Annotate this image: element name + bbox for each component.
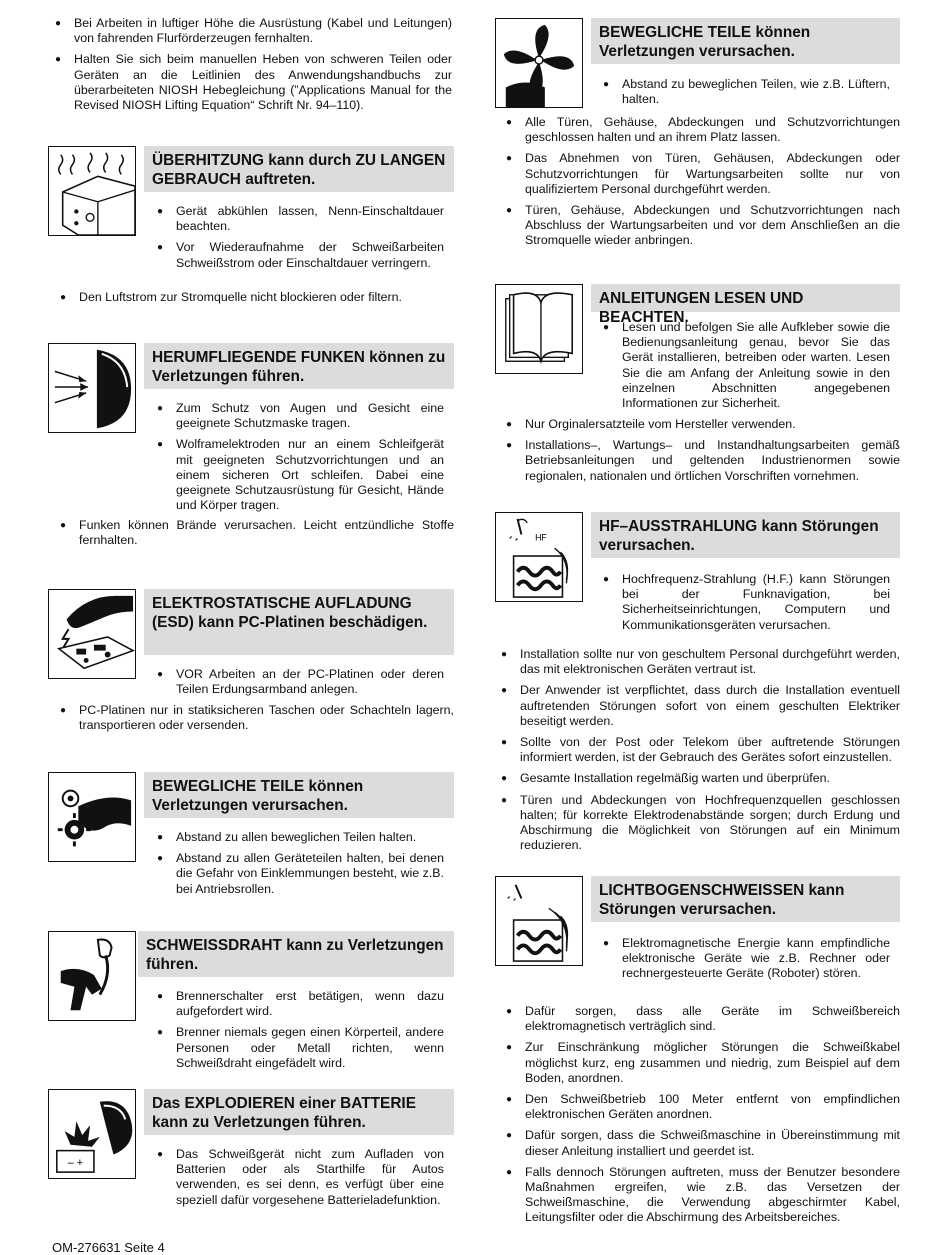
- section-outer-bullets: [79, 290, 454, 311]
- section-title: Das EXPLODIEREN einer BATTERIE kann zu Verletzungen führen.: [144, 1089, 454, 1135]
- list-item: ● Das Schweißgerät nicht zum Aufladen von Batterien oder als Starthilfe für Autos verwenden, es sei denn, es verfügt über eine speziell dafür vorgesehene Batterieladefunktion.: [176, 1147, 444, 1208]
- list-item: ● Abstand zu allen beweglichen Teilen halten.: [176, 830, 444, 845]
- list-item: ● VOR Arbeiten an der PC-Platinen oder deren Teilen Erdungsarmband anlegen.: [176, 667, 444, 697]
- section-title: BEWEGLICHE TEILE können Verletzungen verursachen.: [144, 772, 454, 818]
- list-item: ● Abstand zu allen Geräteteilen halten, bei denen die Gefahr von Einklemmungen besteht, wie z.B. bei Antriebsrollen.: [176, 851, 444, 897]
- list-item: ● Wolframelektroden nur an einem Schleifgerät mit geeigneten Schutzvorrichtungen und an einem sicheren Ort schleifen. Dabei eine geeignete Schutzausrüstung für Gesicht, Hände und Körper tragen.: [176, 437, 444, 513]
- list-item: ● Dafür sorgen, dass alle Geräte im Schweißbereich elektromagnetisch verträglich sind.: [525, 1004, 900, 1034]
- battery-explosion-icon: [48, 1089, 136, 1179]
- section-bullets: [176, 989, 444, 1077]
- list-item: ● Installation sollte nur von geschultem Personal durchgeführt werden, das mit elektronischen Geräten vertraut ist.: [520, 647, 900, 677]
- hf-radiation-icon: [495, 512, 583, 602]
- list-item: ● Türen, Gehäuse, Abdeckungen und Schutzvorrichtungen nach Abschluss der Wartungsarbeiten und vor dem Anschließen an die Stromquelle wieder anbringen.: [525, 203, 900, 249]
- list-item: ● Funken können Brände verursachen. Leicht entzündliche Stoffe fernhalten.: [79, 518, 454, 548]
- list-item: ● Bei Arbeiten in luftiger Höhe die Ausrüstung (Kabel und Leitungen) von fahrenden Flurförderzeugen fernhalten.: [74, 16, 452, 46]
- battery-terminals-label: – +: [67, 1157, 84, 1170]
- hf-icon-label: HF: [535, 532, 547, 543]
- list-item: ● Hochfrequenz-Strahlung (H.F.) kann Störungen bei der Funknavigation, bei Sicherheitseinrichtungen, Computern und Kommunikationsgeräten verursachen.: [622, 572, 890, 633]
- section-bullets: [622, 936, 890, 988]
- list-item: ● Gerät abkühlen lassen, Nenn-Einschaltdauer beachten.: [176, 204, 444, 234]
- list-item: ● Zum Schutz von Augen und Gesicht eine geeignete Schutzmaske tragen.: [176, 401, 444, 431]
- list-item: ● PC-Platinen nur in statiksicheren Taschen oder Schachteln lagern, transportieren oder versenden.: [79, 703, 454, 733]
- section-title: SCHWEISSDRAHT kann zu Verletzungen führen.: [138, 931, 454, 977]
- section-bullets: [176, 204, 444, 277]
- list-item: ● Elektromagnetische Energie kann empfindliche elektronische Geräte wie z.B. Rechner oder rechnergesteuerte Geräte (Roboter) stören.: [622, 936, 890, 982]
- section-bullets: [176, 667, 444, 703]
- arc-welding-interference-icon: [495, 876, 583, 966]
- list-item: ● Installations–, Wartungs– und Instandhaltungsarbeiten gemäß Betriebsanleitungen und geltenden Industrienormen sowie regionalen, nationalen und örtlichen Vorschriften vornehmen.: [525, 438, 900, 484]
- section-title: LICHTBOGENSCHWEISSEN kann Störungen verursachen.: [591, 876, 900, 922]
- list-item: ● Gesamte Installation regelmäßig warten und überprüfen.: [520, 771, 900, 786]
- list-item: ● Das Abnehmen von Türen, Gehäusen, Abdeckungen oder Schutzvorrichtungen für Wartungsarbeiten sollte nur von qualifiziertem Personal durchgeführt werden.: [525, 151, 900, 197]
- list-item: ● Brennerschalter erst betätigen, wenn dazu aufgefordert wird.: [176, 989, 444, 1019]
- list-item: ● Der Anwender ist verpflichtet, dass durch die Installation eventuell auftretenden Störungen sofort von einem geschulten Elektriker beseitigt werden.: [520, 683, 900, 729]
- list-item: ● Lesen und befolgen Sie alle Aufkleber sowie die Bedienungsanleitung genau, bevor Sie das Gerät installieren, betreiben oder warten. Lesen Sie die am Anfang der Anleitung sowie in den einzelnen Abschnitten angegebenen Informationen zur Sicherheit.: [622, 320, 890, 411]
- section-title: HERUMFLIEGENDE FUNKEN können zu Verletzungen führen.: [144, 343, 454, 389]
- section-title: ELEKTROSTATISCHE AUFLADUNG (ESD) kann PC-Platinen beschädigen.: [144, 589, 454, 655]
- overheating-icon: [48, 146, 136, 236]
- section-title: HF–AUSSTRAHLUNG kann Störungen verursachen.: [591, 512, 900, 558]
- section-outer-bullets: [79, 518, 454, 554]
- list-item: ● Halten Sie sich beim manuellen Heben von schweren Teilen oder Geräten an die Leitlinien des Anwendungshandbuchs zur überarbeiteten NIOSH Hebegleichung (”Applications Manual for the Revised NIOSH Lifting Equation“ Schrift Nr. 94–110).: [74, 52, 452, 113]
- section-title: ANLEITUNGEN LESEN UND BEACHTEN.: [591, 284, 900, 312]
- section-bullets: [176, 830, 444, 903]
- list-item: ● Nur Orginalersatzteile vom Hersteller verwenden.: [525, 417, 900, 432]
- section-bullets: [622, 572, 890, 639]
- face-shield-icon: [48, 343, 136, 433]
- list-item: ● Vor Wiederaufnahme der Schweißarbeiten Schweißstrom oder Einschaltdauer verringern.: [176, 240, 444, 270]
- fan-hand-icon: [495, 18, 583, 108]
- section-title: ÜBERHITZUNG kann durch ZU LANGEN GEBRAUCH auftreten.: [144, 146, 454, 192]
- list-item: ● Alle Türen, Gehäuse, Abdeckungen und Schutzvorrichtungen geschlossen halten und an ihrem Platz lassen.: [525, 115, 900, 145]
- section-bullets: [176, 1147, 444, 1214]
- section-outer-bullets: [525, 1004, 900, 1232]
- section-title: BEWEGLICHE TEILE können Verletzungen verursachen.: [591, 18, 900, 64]
- welding-wire-icon: [48, 931, 136, 1021]
- list-item: ● Dafür sorgen, dass die Schweißmaschine in Übereinstimmung mit dieser Anleitung installiert und geerdet ist.: [525, 1128, 900, 1158]
- section-outer-bullets: [525, 417, 900, 490]
- list-item: ● Zur Einschränkung möglicher Störungen die Schweißkabel möglichst kurz, eng zusammen und niedrig, zum Beispiel auf dem Boden, anordnen.: [525, 1040, 900, 1086]
- list-item: ● Abstand zu beweglichen Teilen, wie z.B. Lüftern, halten.: [622, 77, 890, 107]
- section-outer-bullets: [525, 115, 900, 255]
- esd-hand-icon: [48, 589, 136, 679]
- section-bullets: [622, 320, 890, 417]
- page-footer: OM-276631 Seite 4: [52, 1240, 165, 1255]
- list-item: ● Falls dennoch Störungen auftreten, muss der Benutzer besondere Maßnahmen ergreifen, wie z.B. das Versetzen der Schweißmaschine, die Verwendung abgeschirmter Kabel, Leitungsfilter oder die Abschirmung des Arbeitsbereiches.: [525, 1165, 900, 1226]
- section-bullets: [176, 401, 444, 519]
- moving-parts-icon: [48, 772, 136, 862]
- list-item: ● Brenner niemals gegen einen Körperteil, andere Personen oder Metall richten, wenn Schweißdraht eingefädelt wird.: [176, 1025, 444, 1071]
- section-bullets: [622, 77, 890, 113]
- intro-list: [74, 16, 452, 119]
- section-outer-bullets: [79, 703, 454, 739]
- section-outer-bullets: [520, 647, 900, 859]
- manual-book-icon: [495, 284, 583, 374]
- list-item: ● Sollte von der Post oder Telekom über auftretende Störungen informiert werden, ist der Gebrauch des Gerätes sofort einzustellen.: [520, 735, 900, 765]
- list-item: ● Den Schweißbetrieb 100 Meter entfernt von empfindlichen elektronischen Geräten anordnen.: [525, 1092, 900, 1122]
- list-item: ● Den Luftstrom zur Stromquelle nicht blockieren oder filtern.: [79, 290, 454, 305]
- list-item: ● Türen und Abdeckungen von Hochfrequenzquellen geschlossen halten; für korrekte Elektrodenabstände sorgen; durch Erdung und Abschirmung die Möglichkeit von Störungen auf ein Minimum reduzieren.: [520, 793, 900, 854]
